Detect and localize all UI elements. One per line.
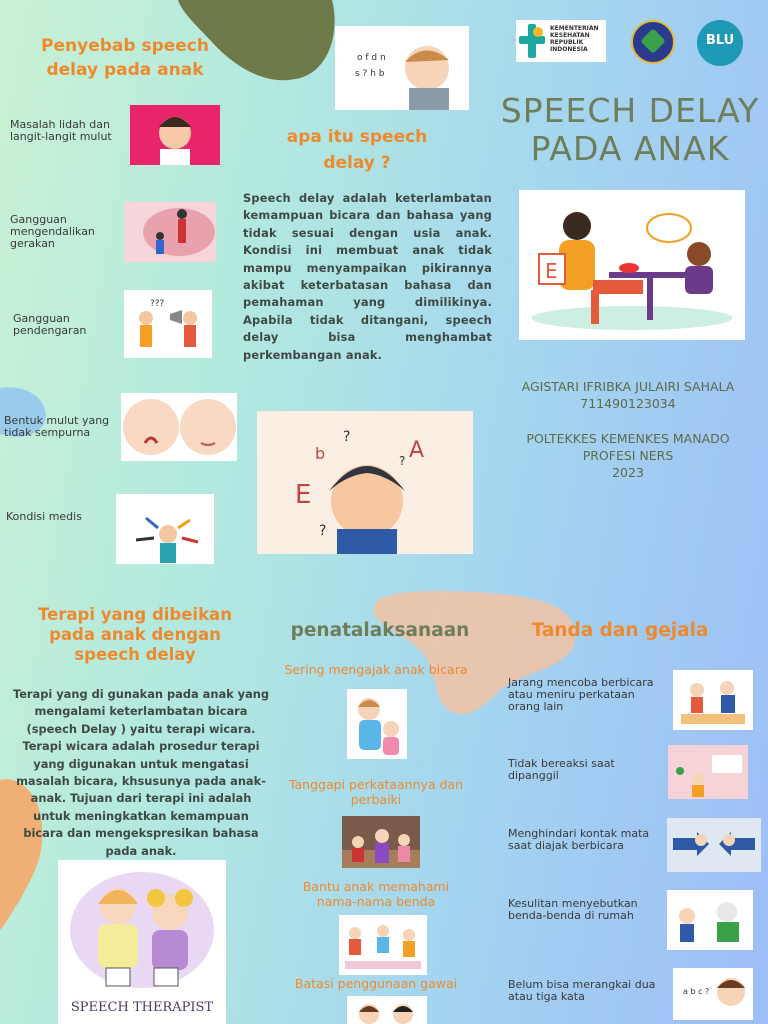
main-title-line2: PADA ANAK [530,129,730,168]
causes-title [10,34,240,82]
kemenkes-logo-text: KEMENTERIAN KESEHATAN REPUBLIK INDONESIA [550,25,599,53]
speech-teacher-illustration [519,190,745,340]
what-is-title-line2: delay ? [323,153,391,173]
symptom-label-1: Jarang mencoba berbicara atau meniru perkataan orang lain [508,676,654,713]
bubble-question-2: ? [399,454,406,468]
symptoms-title-text: Tanda dan gejala [531,620,709,641]
svg-text:E: E [545,259,558,283]
management-image-gadget [347,996,427,1024]
management-title: penatalaksanaan [290,620,470,641]
symptom-image-1 [673,670,753,730]
management-image-talk [347,689,407,759]
kemenkes-logo [516,20,606,62]
cause-image-tongue [130,105,220,165]
boy-speaking-image [335,26,469,110]
cause-label-1: Masalah lidah dan langit-langit mulut [10,118,112,143]
bubble-question-1: ? [343,429,351,445]
blu-logo-text: BLU [705,33,735,48]
author-institution: POLTEKKES KEMENKES MANADO [526,431,730,446]
symptom-image-4 [667,890,753,950]
speech-therapist-image [58,860,226,1024]
therapy-title-line1: Terapi yang dibeikan [38,605,232,624]
therapy-title-line2: pada anak dengan [49,625,221,644]
causes-title-line2: delay pada anak [46,60,204,80]
cause-label-5: Kondisi medis [6,510,82,523]
symptom-image-2 [668,745,748,799]
management-item-1: Sering mengajak anak bicara [284,662,468,677]
management-item-2: Tanggapi perkataannya dan perbaiki [288,777,464,807]
symptom-label-5: Belum bisa merangkai dua atau tiga kata [508,978,656,1003]
what-is-text: Speech delay adalah keterlambatan kemampuan bicara dan bahasa yang tidak sesuai dengan usia anak. Kondisi ini membuat anak tidak mampu menyampaikan pikirannya akibat keterbatasan bahasa dan pemahaman yang dimilikinya. Apabila tidak ditangani, speech delay bisa menghambat perkembangan anak. [243,191,492,362]
therapy-text: Terapi yang di gunakan pada anak yang mengalami keterlambatan bicara (speech Delay ) yaitu terapi wicara. Terapi wicara adalah prosedur terapi yang digunakan untuk mengatasi masalah bicara, khsusunya pada anak-anak. Tujuan dari terapi ini adalah untuk meningkatkan kemampuan bicara dan mengekspresikan bahasa pada anak. [12,687,270,858]
management-image-respond [342,816,420,868]
author-program: PROFESI NERS [582,448,674,463]
kemenkes-emblem-icon [518,22,548,60]
management-image-objects [339,915,427,975]
cause-image-hearing [124,290,212,358]
svg-text:o f d n: o f d n [357,53,386,63]
symptom-label-2: Tidak bereaksi saat dipanggil [508,757,615,782]
symptom-image-3 [667,818,761,872]
therapy-title-line3: speech delay [74,645,196,664]
svg-text:s ? h b: s ? h b [355,69,385,79]
poltekkes-logo [631,20,675,64]
bubble-letter-b: b [315,444,326,463]
symptom-label-3: Menghindari kontak mata saat diajak berbicara [508,827,650,852]
author-nim: 711490123034 [580,396,676,411]
management-item-4: Batasi penggunaan gawai [294,976,458,991]
cause-image-movement [124,202,216,262]
cause-label-4: Bentuk mulut yang tidak sempurna [4,414,110,439]
symptom-image-5 [673,968,753,1020]
cause-image-cleft [121,393,237,461]
therapy-title [20,605,250,665]
author-year: 2023 [612,465,644,480]
blu-logo [697,20,743,66]
management-item-3: Bantu anak memahami nama-nama benda [302,879,450,909]
confused-boy-image [257,411,473,554]
cause-label-2: Gangguan mengendalikan gerakan [10,213,95,250]
what-is-title [262,124,452,176]
svg-text:???: ??? [150,299,165,309]
bubble-question-3: ? [319,523,327,539]
author-block [508,378,748,481]
symptoms-title [510,620,730,641]
main-title-line1: SPEECH DELAY [500,91,760,130]
bubble-letter-a: A [409,438,425,463]
speech-therapist-caption: SPEECH THERAPIST [70,1000,214,1015]
svg-text:a b c ?: a b c ? [683,987,710,996]
causes-title-line1: Penyebab speech [41,36,209,56]
main-title [500,92,760,168]
author-name: AGISTARI IFRIBKA JULAIRI SAHALA [521,379,735,394]
symptom-label-4: Kesulitan menyebutkan benda-benda di rumah [508,897,638,922]
bubble-letter-e: E [295,480,312,510]
cause-image-medical [116,494,214,564]
what-is-title-line1: apa itu speech [286,127,428,147]
cause-label-3: Gangguan pendengaran [13,312,87,337]
